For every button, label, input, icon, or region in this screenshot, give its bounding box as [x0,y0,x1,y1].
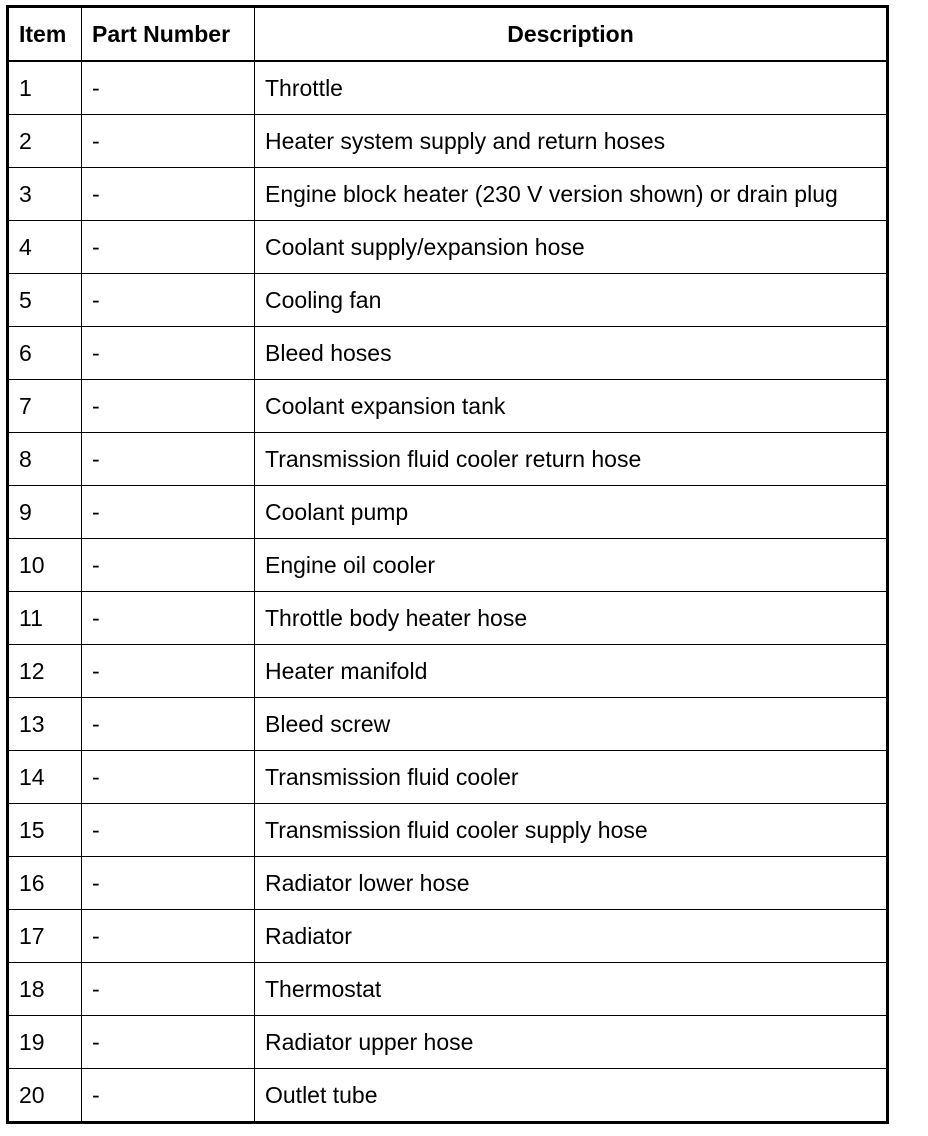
cell-item: 15 [8,804,82,857]
cell-description: Bleed screw [255,698,888,751]
cell-item: 7 [8,380,82,433]
cell-item: 13 [8,698,82,751]
cell-item: 17 [8,910,82,963]
cell-part-number: - [82,380,255,433]
cell-part-number: - [82,751,255,804]
cell-item: 16 [8,857,82,910]
cell-part-number: - [82,698,255,751]
header-part-number: Part Number [82,7,255,62]
cell-description: Coolant supply/expansion hose [255,221,888,274]
table-row [8,592,888,645]
cell-description: Transmission fluid cooler [255,751,888,804]
table-row [8,963,888,1016]
table-row [8,1016,888,1069]
cell-part-number: - [82,433,255,486]
header-item: Item [8,7,82,62]
cell-description: Transmission fluid cooler supply hose [255,804,888,857]
cell-part-number: - [82,963,255,1016]
cell-item: 14 [8,751,82,804]
header-description: Description [255,7,888,62]
cell-item: 18 [8,963,82,1016]
table-body [8,61,888,1123]
cell-item: 11 [8,592,82,645]
table-row [8,539,888,592]
cell-item: 10 [8,539,82,592]
table-row [8,698,888,751]
table-row [8,1069,888,1123]
table-row [8,804,888,857]
cell-description: Radiator upper hose [255,1016,888,1069]
cell-item: 5 [8,274,82,327]
cell-part-number: - [82,327,255,380]
cell-item: 1 [8,61,82,115]
table-row [8,380,888,433]
cell-item: 19 [8,1016,82,1069]
cell-item: 3 [8,168,82,221]
cell-part-number: - [82,115,255,168]
cell-description: Heater system supply and return hoses [255,115,888,168]
cell-item: 9 [8,486,82,539]
parts-table [6,5,889,1124]
cell-part-number: - [82,61,255,115]
cell-part-number: - [82,221,255,274]
cell-item: 4 [8,221,82,274]
table-row [8,645,888,698]
cell-part-number: - [82,804,255,857]
cell-description: Radiator lower hose [255,857,888,910]
cell-part-number: - [82,168,255,221]
table-row [8,486,888,539]
table-row [8,115,888,168]
cell-description: Throttle body heater hose [255,592,888,645]
table-row [8,857,888,910]
cell-description: Cooling fan [255,274,888,327]
cell-description: Coolant expansion tank [255,380,888,433]
cell-item: 20 [8,1069,82,1123]
cell-part-number: - [82,486,255,539]
table-row [8,910,888,963]
table-row [8,274,888,327]
cell-description: Engine block heater (230 V version shown) or drain plug [255,168,888,221]
cell-description: Engine oil cooler [255,539,888,592]
cell-part-number: - [82,539,255,592]
cell-part-number: - [82,274,255,327]
cell-part-number: - [82,592,255,645]
cell-item: 6 [8,327,82,380]
cell-description: Transmission fluid cooler return hose [255,433,888,486]
cell-description: Coolant pump [255,486,888,539]
cell-description: Radiator [255,910,888,963]
cell-part-number: - [82,1016,255,1069]
cell-description: Outlet tube [255,1069,888,1123]
cell-item: 8 [8,433,82,486]
cell-part-number: - [82,1069,255,1123]
cell-description: Throttle [255,61,888,115]
cell-description: Heater manifold [255,645,888,698]
table-row [8,327,888,380]
cell-part-number: - [82,645,255,698]
cell-description: Bleed hoses [255,327,888,380]
table-row [8,433,888,486]
table-row [8,751,888,804]
cell-description: Thermostat [255,963,888,1016]
cell-item: 12 [8,645,82,698]
table-row [8,221,888,274]
cell-item: 2 [8,115,82,168]
table-row [8,168,888,221]
table-header-row [8,7,888,62]
table-row [8,61,888,115]
cell-part-number: - [82,857,255,910]
cell-part-number: - [82,910,255,963]
